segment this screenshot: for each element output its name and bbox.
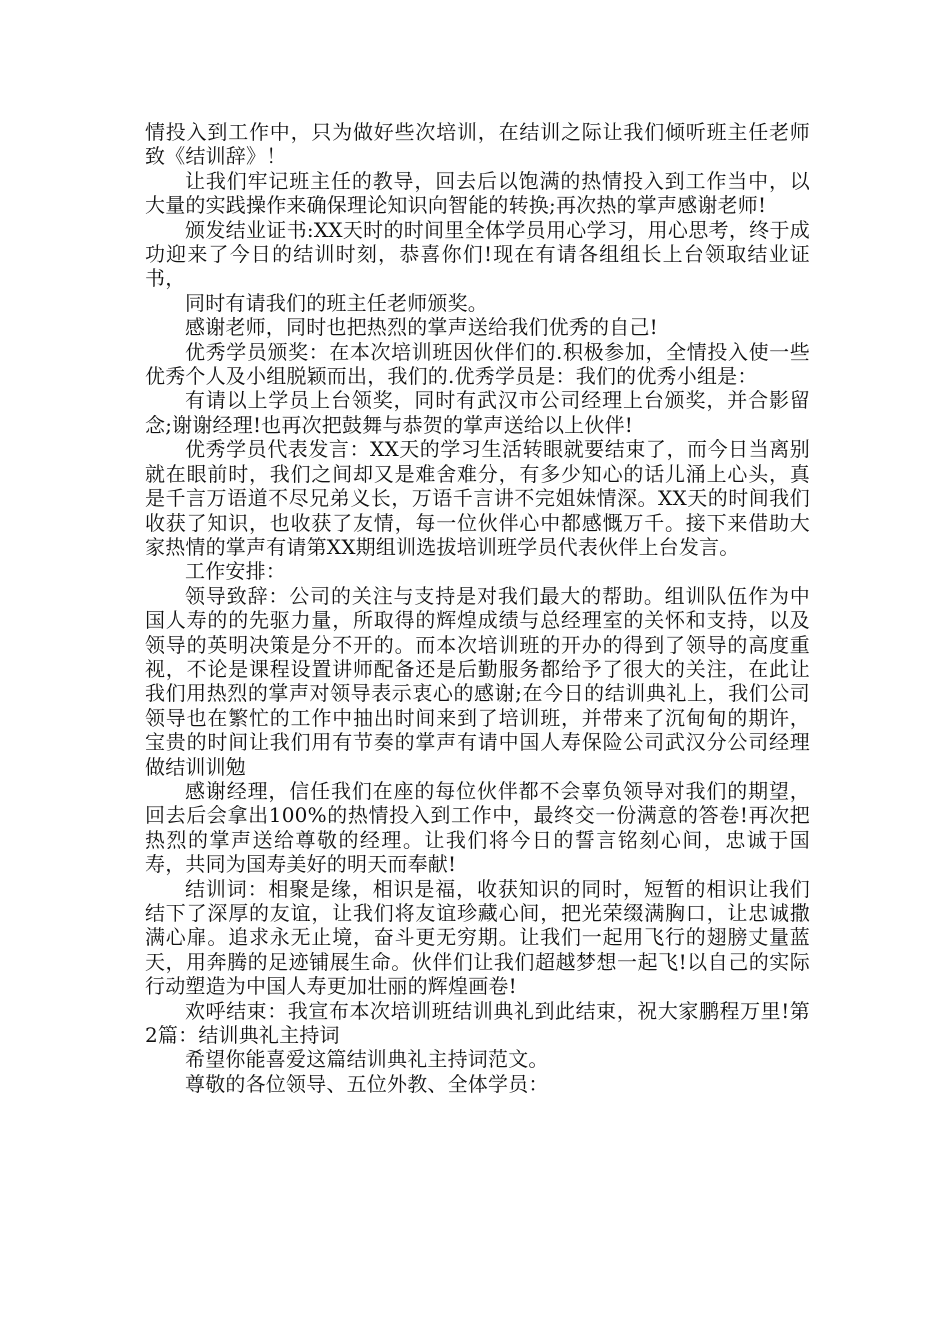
paragraph-remember-teaching: 让我们牢记班主任的教导，回去后以饱满的热情投入到工作当中，以大量的实践操作来确保理论知识向智能的转换;再次热的掌声感谢老师! [145, 168, 810, 218]
paragraph-certificate-award: 颁发结业证书:XX天时的时间里全体学员用心学习，用心思考，终于成功迎来了今日的结训时刻，恭喜你们!现在有请各组组长上台领取结业证书， [145, 217, 810, 291]
paragraph-outstanding-students: 优秀学员颁奖：在本次培训班因伙伴们的.积极参加，全情投入使一些优秀个人及小组脱颖而出，我们的.优秀学员是：我们的优秀小组是： [145, 339, 810, 389]
paragraph-student-representative: 优秀学员代表发言：XX天的学习生活转眼就要结束了，而今日当离别就在眼前时，我们之间却又是难舍难分，有多少知心的话儿涌上心头，真是千言万语道不尽兄弟义长，万语千言讲不完姐妹情深。XX天的时间我们收获了知识，也收获了友情，每一位伙伴心中都感慨万千。接下来借助大家热情的掌声有请第XX期组训选拔培训班学员代表伙伴上台发言。 [145, 437, 810, 559]
paragraph-hope-you-like: 希望你能喜爱这篇结训典礼主持词范文。 [185, 1047, 549, 1072]
paragraph-closing-words: 结训词：相聚是缘，相识是福，收获知识的同时，短暂的相识让我们结下了深厚的友谊，让我们将友谊珍藏心间，把光荣缀满胸口，让忠诚撒满心扉。追求永无止境，奋斗更无穷期。让我们一起用飞行的翅膀丈量蓝天，用奔腾的足迹铺展生命。伙伴们让我们超越梦想一起飞!以自己的实际行动塑造为中国人寿更加壮丽的辉煌画卷! [145, 876, 810, 999]
paragraph-closing-speech-intro: 情投入到工作中，只为做好些次培训，在结训之际让我们倾听班主任老师致《结训辞》！ [145, 120, 810, 169]
paragraph-work-arrangement: 工作安排： [185, 559, 286, 584]
paragraph-thank-teacher: 感谢老师，同时也把热烈的掌声送给我们优秀的自己! [185, 315, 658, 340]
paragraph-salutation: 尊敬的各位领导、五位外教、全体学员： [185, 1071, 549, 1096]
paragraph-ceremony-end: 欢呼结束：我宣布本次培训班结训典礼到此结束，祝大家鹏程万里!第2篇：结训典礼主持词 [145, 998, 810, 1048]
paragraph-thank-manager: 感谢经理，信任我们在座的每位伙伴都不会辜负领导对我们的期望，回去后会拿出100%的热情投入到工作中，最终交一份满意的答卷!再次把热烈的掌声送给尊敬的经理。让我们将今日的誓言铭刻心间，忠诚于国寿，共同为国寿美好的明天而奉献! [145, 778, 810, 877]
paragraph-leader-speech: 领导致辞：公司的关注与支持是对我们最大的帮助。组训队伍作为中国人寿的的先驱力量，所取得的辉煌成绩与总经理室的关怀和支持，以及领导的英明决策是分不开的。而本次培训班的开办的得到了领导的高度重视，不论是课程设置讲师配备还是后勤服务都给予了很大的关注，在此让我们用热烈的掌声对领导表示衷心的感谢;在今日的结训典礼上，我们公司领导也在繁忙的工作中抽出时间来到了培训班，并带来了沉甸甸的期许，宝贵的时间让我们用有节奏的掌声有请中国人寿保险公司武汉分公司经理做结训训勉 [145, 583, 810, 779]
paragraph-invite-winners: 有请以上学员上台领奖，同时有武汉市公司经理上台颁奖，并合影留念;谢谢经理!也再次把鼓舞与恭贺的掌声送给以上伙伴! [145, 388, 810, 437]
paragraph-teacher-award: 同时有请我们的班主任老师颁奖。 [185, 290, 488, 315]
document-body [145, 120, 810, 1096]
